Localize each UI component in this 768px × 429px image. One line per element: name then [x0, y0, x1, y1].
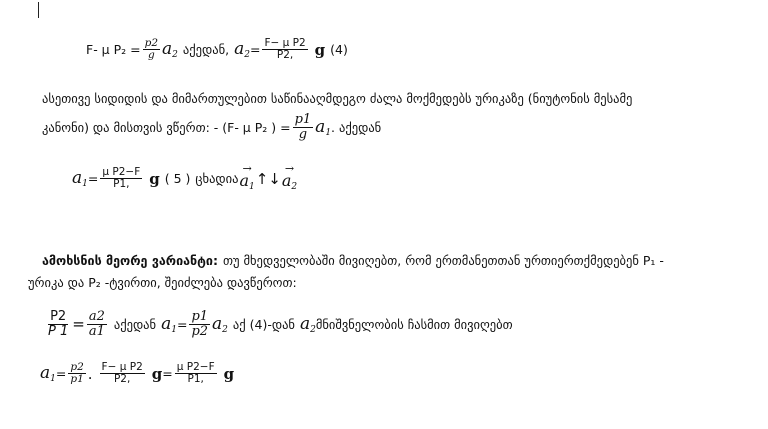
fraction-force-over-p2: $\frac{\text{F− μ P2}}{P2,}$ [101, 361, 143, 386]
eq4-lhs: F- μ P₂ = [86, 42, 141, 58]
symbol-a1: $a_1$ [315, 116, 332, 138]
symbol-g: g [151, 364, 163, 383]
symbol-a2: $a_2$ [234, 39, 250, 61]
paragraph-2-line-b: ურიკა და P₂ -ტვირთი, შეიძლება დავწეროთ: [28, 275, 297, 290]
paragraph-1-line-b: კანონი) და მისთვის ვწერთ: - (F- μ P₂ ) = $\frac{p1}{g}$ $a_1$ . აქედან [42, 112, 382, 142]
fraction-a2-over-a1: $\frac{a2}{a1}$ [88, 309, 105, 339]
equation-ratio: $\frac{P2}{P 1}$ = $\frac{a2}{a1}$ აქედან $a_1$ = $\frac{p1}{p2}$ $a_2$ აქ (4)-დან $a_2$ მნიშვნელობის ჩასმით მივიღებთ [48, 309, 513, 339]
fraction-force-over-p1: $\frac{\text{μ P2−F}}{P1,}$ [176, 361, 215, 386]
vector-a2: → $a_2$ [281, 162, 298, 192]
symbol-a2: $a_2$ [299, 313, 316, 335]
symbol-a2: $a_2$ [212, 313, 228, 335]
symbol-g: g [149, 169, 160, 188]
symbol-a2: $a_2$ [162, 39, 178, 61]
equation-final: $a_1$ = $\frac{p2}{p1}$ . $\frac{\text{F− μ P2}}{P2,}$ g = $\frac{\text{μ P2−F}}{P1,}$ g [40, 361, 235, 386]
paragraph-1-line-a: ასეთივე სიდიდის და მიმართულებით საწინააღმდეგო ძალა მოქმედებს ურიკაზე (ნიუტონის მესამე [42, 91, 633, 106]
text-tskhadia: ცხადია [195, 171, 239, 187]
symbol-a1: $a_1$ [72, 168, 88, 190]
fraction-p2-over-p1: $\frac{p2}{p1}$ [70, 361, 84, 386]
text-akedan: აქედან, [182, 42, 230, 58]
symbol-g: g [314, 40, 326, 59]
vector-a1: → $a_1$ [239, 162, 255, 192]
symbol-g: g [223, 364, 235, 383]
symbol-a1: $a_1$ [40, 363, 56, 385]
equation-5: $a_1$ = $\frac{\text{μ P2−F}}{P1,}$ g ( 5 ) ცხადია → $a_1$ ↑↓ → $a_2$ [72, 162, 298, 192]
symbol-a1: $a_1$ [161, 313, 177, 335]
fraction-p1-over-p2: $\frac{p1}{p2}$ [191, 309, 209, 339]
paragraph-2-line-a: ამოხსნის მეორე ვარიანტი: თუ მხედველობაში მივიღებთ, რომ ერთმანეთთან ურთიერთქმედებენ P₁ - [42, 253, 664, 268]
equation-number: ( 5 ) [164, 171, 191, 187]
fraction-p2-over-p1: $\frac{P2}{P 1}$ [48, 309, 69, 339]
section-heading: ამოხსნის მეორე ვარიანტი: [42, 253, 218, 268]
equation-4: F- μ P₂ = $\frac{p2}{g}$ $a_2$ აქედან, $a_2$ = $\frac{\text{F− μ P2}}{P2,}$ g (4) [86, 37, 348, 62]
fraction-force-over-p2: $\frac{\text{F− μ P2}}{P2,}$ [264, 37, 306, 62]
equation-number: (4) [330, 42, 348, 58]
fraction-p1-over-g: $\frac{p1}{g}$ [294, 112, 312, 142]
text-cursor [38, 2, 39, 18]
antiparallel-arrows: ↑↓ [255, 169, 281, 188]
fraction-force-over-p1: $\frac{\text{μ P2−F}}{P1,}$ [102, 166, 141, 191]
fraction-p2-over-g: $\frac{p2}{g}$ [144, 37, 159, 62]
